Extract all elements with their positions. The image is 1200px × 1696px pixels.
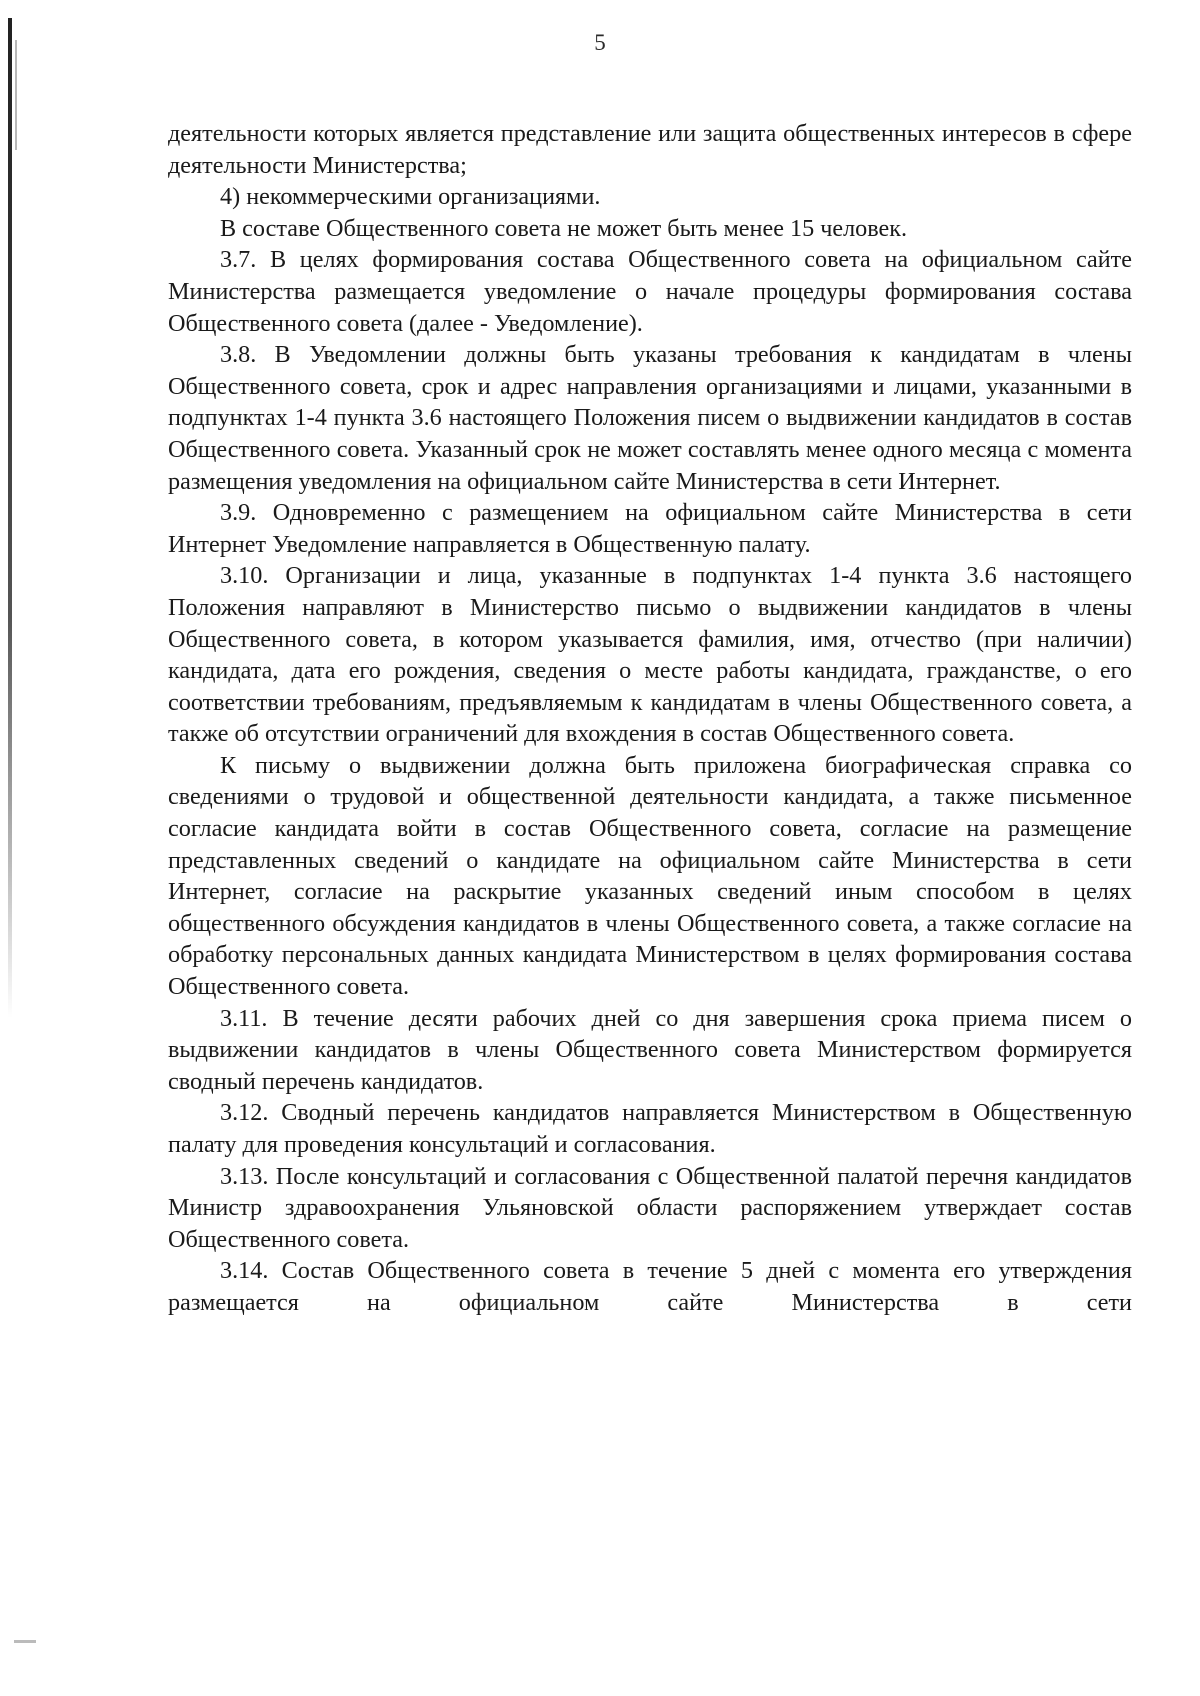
paragraph-continuation: деятельности которых является представление или защита общественных интересов в сфере деятельности Министерства; — [168, 120, 1132, 179]
paragraph-item-4: 4) некоммерческими организациями. — [220, 183, 601, 211]
page-number: 5 — [594, 30, 606, 55]
paragraph-3-10: 3.10. Организации и лица, указанные в подпунктах 1-4 пункта 3.6 настоящего Положения направляют в Министерство письмо о выдвижении кандидатов в члены Общественного совета, в котором указывается фамилия, имя, отчество (при наличии) кандидата, дата его рождения, сведения о месте работы кандидата, гражданстве, о его соответствии требованиям, предъявляемым к кандидатам в члены Общественного совета, а также об отсутствии ограничений для вхождения в состав Общественного совета. — [168, 562, 1132, 748]
scan-edge-mark-thin — [15, 40, 17, 150]
scan-edge-mark — [8, 18, 12, 1018]
paragraph-3-13: 3.13. После консультаций и согласования с Общественной палатой перечня кандидатов Министр здравоохранения Ульяновской области распоряжением утверждает состав Общественного совета. — [168, 1162, 1132, 1253]
paragraph-letter: К письму о выдвижении должна быть приложена биографическая справка со сведениями о трудовой и общественной деятельности кандидата, а также письменное согласие кандидата войти в состав Общественного совета, согласие на размещение представленных сведений о кандидате на официальном сайте Министерства в сети Интернет, согласие на раскрытие указанных сведений иным способом в целях общественного обсуждения кандидатов в члены Общественного совета, а также согласие на обработку персональных данных кандидата Министерством в целях формирования состава Общественного совета. — [168, 751, 1132, 1001]
scan-speck — [14, 1640, 36, 1643]
paragraph-min-size: В составе Общественного совета не может быть менее 15 человек. — [220, 214, 908, 242]
paragraph-3-8: 3.8. В Уведомлении должны быть указаны требования к кандидатам в члены Общественного совета, срок и адрес направления организациями и лицами, указанными в подпунктах 1-4 пункта 3.6 настоящего Положения писем о выдвижении кандидатов в состав Общественного совета. Указанный срок не может составлять менее одного месяца с момента размещения уведомления на официальном сайте Министерства в сети Интернет. — [168, 341, 1132, 495]
paragraph-3-14: 3.14. Состав Общественного совета в течение 5 дней с момента его утверждения размещается на официальном сайте Министерства в сети — [168, 1257, 1132, 1316]
paragraph-3-7: 3.7. В целях формирования состава Общественного совета на официальном сайте Министерства размещается уведомление о начале процедуры формирования состава Общественного совета (далее - Уведомление). — [168, 246, 1132, 337]
paragraph-3-12: 3.12. Сводный перечень кандидатов направляется Министерством в Общественную палату для проведения консультаций и согласования. — [168, 1099, 1132, 1158]
document-body — [168, 118, 1132, 1319]
paragraph-3-9: 3.9. Одновременно с размещением на официальном сайте Министерства в сети Интернет Уведомление направляется в Общественную палату. — [168, 499, 1132, 558]
paragraph-3-11: 3.11. В течение десяти рабочих дней со дня завершения срока приема писем о выдвижении кандидатов в члены Общественного совета Министерством формируется сводный перечень кандидатов. — [168, 1004, 1132, 1095]
